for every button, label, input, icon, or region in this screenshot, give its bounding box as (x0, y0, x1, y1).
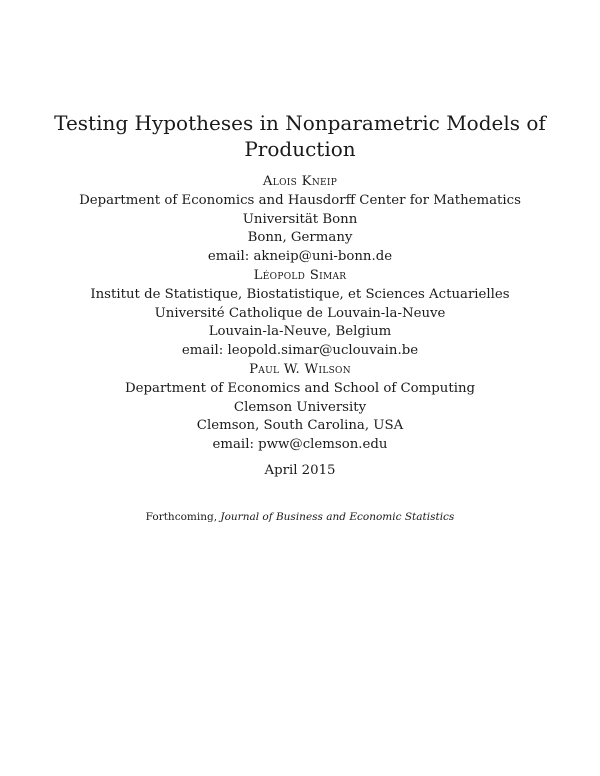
affiliation-line: Department of Economics and School of Computing (124, 380, 476, 396)
paper-title-line-1: Testing Hypotheses in Nonparametric Models of (54, 111, 546, 135)
affiliation-line: Clemson University (233, 399, 367, 415)
journal-name: Journal of Business and Economic Statistics (220, 511, 455, 523)
affiliation-line: Bonn, Germany (247, 230, 353, 246)
author-block-3 (0, 361, 600, 455)
affiliation-line: Université Catholique de Louvain-la-Neuve (154, 305, 446, 321)
author-email: email: akneip@uni-bonn.de (207, 249, 393, 265)
author-email: email: leopold.simar@uclouvain.be (181, 343, 419, 359)
affiliation-line: Louvain-la-Neuve, Belgium (208, 324, 392, 340)
author-block-1 (0, 173, 600, 267)
note-prefix: Forthcoming, (145, 511, 221, 523)
affiliation-line: Department of Economics and Hausdorff Center for Mathematics (79, 192, 521, 208)
author-email: email: pww@clemson.edu (212, 437, 388, 453)
affiliation-line: Institut de Statistique, Biostatistique, et Sciences Actuarielles (90, 286, 510, 302)
author-block-2 (0, 267, 600, 361)
affiliation-line: Universität Bonn (242, 211, 358, 227)
author-name: Léopold Simar (253, 268, 347, 283)
forthcoming-note (0, 509, 600, 525)
paper-title-line-2: Production (244, 137, 356, 161)
paper-title (0, 110, 600, 162)
publication-date: April 2015 (264, 463, 336, 478)
author-name: Paul W. Wilson (249, 362, 351, 377)
affiliation-line: Clemson, South Carolina, USA (196, 418, 404, 434)
author-name: Alois Kneip (262, 174, 338, 189)
